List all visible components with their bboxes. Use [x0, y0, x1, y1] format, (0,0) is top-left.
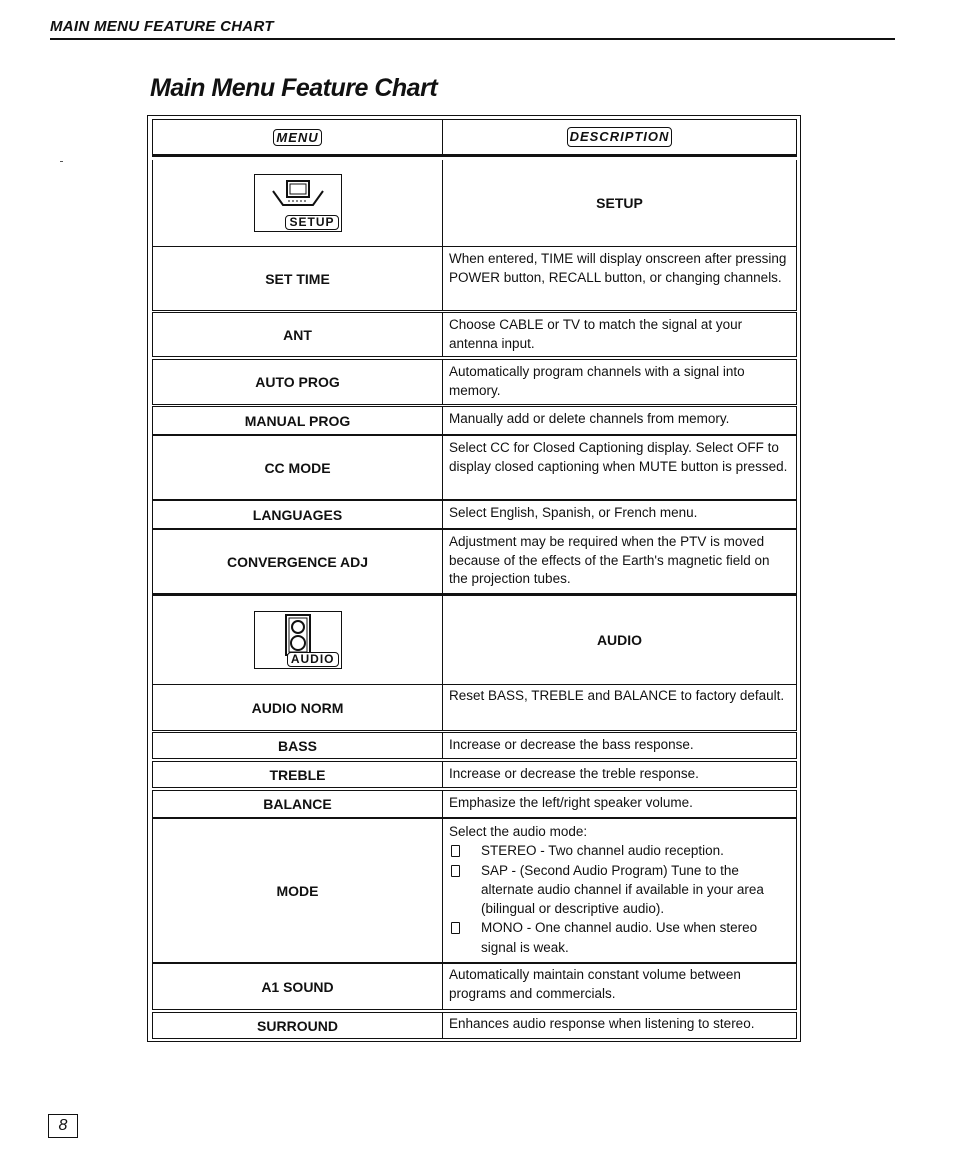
tv-setup-icon: [254, 174, 342, 232]
menu-item: MODE: [153, 819, 443, 962]
table-row: [152, 500, 797, 529]
menu-item: BASS: [153, 733, 443, 758]
running-header: [50, 18, 895, 40]
menu-description: Increase or decrease the treble response.: [449, 766, 699, 781]
menu-item: A1 SOUND: [153, 964, 443, 1009]
list-item: STEREO - Two channel audio reception.: [449, 841, 788, 860]
mode-options-list: [449, 841, 788, 957]
audio-icon-cell: [153, 596, 443, 684]
setup-icon-label: SETUP: [285, 215, 338, 230]
table-row: [152, 312, 797, 357]
running-header-title: MAIN MENU FEATURE CHART: [50, 18, 274, 35]
menu-header-label: MENU: [273, 129, 321, 146]
menu-item: AUTO PROG: [153, 360, 443, 404]
menu-description: Select English, Spanish, or French menu.: [449, 505, 698, 520]
menu-item: SURROUND: [153, 1013, 443, 1038]
menu-description: Enhances audio response when listening to stereo.: [449, 1016, 755, 1031]
bullet-square-icon: [451, 865, 460, 877]
scan-speck: [60, 161, 63, 162]
page-number: 8: [48, 1114, 78, 1138]
speaker-icon: [254, 611, 342, 669]
setup-section-row: [152, 160, 797, 247]
menu-description: Reset BASS, TREBLE and BALANCE to factory default.: [449, 688, 785, 703]
description-header-label: DESCRIPTION: [567, 127, 673, 148]
table-row: [152, 790, 797, 818]
table-row: [152, 818, 797, 963]
table-row: [152, 406, 797, 435]
mode-intro: Select the audio mode:: [449, 824, 588, 839]
table-row: [152, 963, 797, 1010]
menu-description: Automatically program channels with a signal into memory.: [449, 364, 745, 398]
menu-description: Automatically maintain constant volume between programs and commercials.: [449, 967, 741, 1001]
table-row: [152, 732, 797, 759]
menu-item: SET TIME: [153, 247, 443, 310]
bullet-square-icon: [451, 845, 460, 857]
menu-item: TREBLE: [153, 762, 443, 787]
menu-description: Emphasize the left/right speaker volume.: [449, 795, 693, 810]
table-row: [152, 435, 797, 500]
menu-description: Increase or decrease the bass response.: [449, 737, 694, 752]
menu-description: Select CC for Closed Captioning display. Select OFF to display closed captioning when MUTE button is pressed.: [449, 440, 788, 474]
bullet-square-icon: [451, 922, 460, 934]
setup-title: SETUP: [596, 194, 643, 211]
menu-description: When entered, TIME will display onscreen after pressing POWER button, RECALL button, or changing channels.: [449, 251, 787, 285]
menu-item: LANGUAGES: [153, 501, 443, 528]
menu-description: [443, 819, 796, 962]
menu-item: BALANCE: [153, 791, 443, 817]
menu-item: ANT: [153, 313, 443, 356]
audio-section-row: [152, 593, 797, 685]
chart-header-row: [152, 119, 797, 157]
audio-icon-label: AUDIO: [287, 652, 339, 667]
table-row: [152, 761, 797, 788]
menu-column-header: [153, 120, 443, 154]
audio-title: AUDIO: [596, 631, 643, 648]
menu-description: Adjustment may be required when the PTV is moved because of the effects of the Earth's magnetic field on the projection tubes.: [449, 534, 770, 586]
table-row: [152, 529, 797, 594]
list-item: SAP - (Second Audio Program) Tune to the alternate audio channel if available in your area (bilingual or descriptive audio).: [449, 861, 788, 919]
table-row: [152, 359, 797, 405]
page-title: Main Menu Feature Chart: [150, 74, 438, 102]
menu-description: Manually add or delete channels from memory.: [449, 411, 730, 426]
menu-description: Choose CABLE or TV to match the signal at your antenna input.: [449, 317, 743, 351]
menu-item: MANUAL PROG: [153, 407, 443, 434]
description-column-header: [443, 120, 796, 154]
menu-item: CC MODE: [153, 436, 443, 499]
menu-item: AUDIO NORM: [153, 685, 443, 730]
list-item: MONO - One channel audio. Use when stereo signal is weak.: [449, 918, 788, 957]
setup-icon-cell: [153, 160, 443, 246]
table-row: [152, 246, 797, 311]
table-row: [152, 1012, 797, 1039]
menu-item: CONVERGENCE ADJ: [153, 530, 443, 593]
table-row: [152, 684, 797, 731]
